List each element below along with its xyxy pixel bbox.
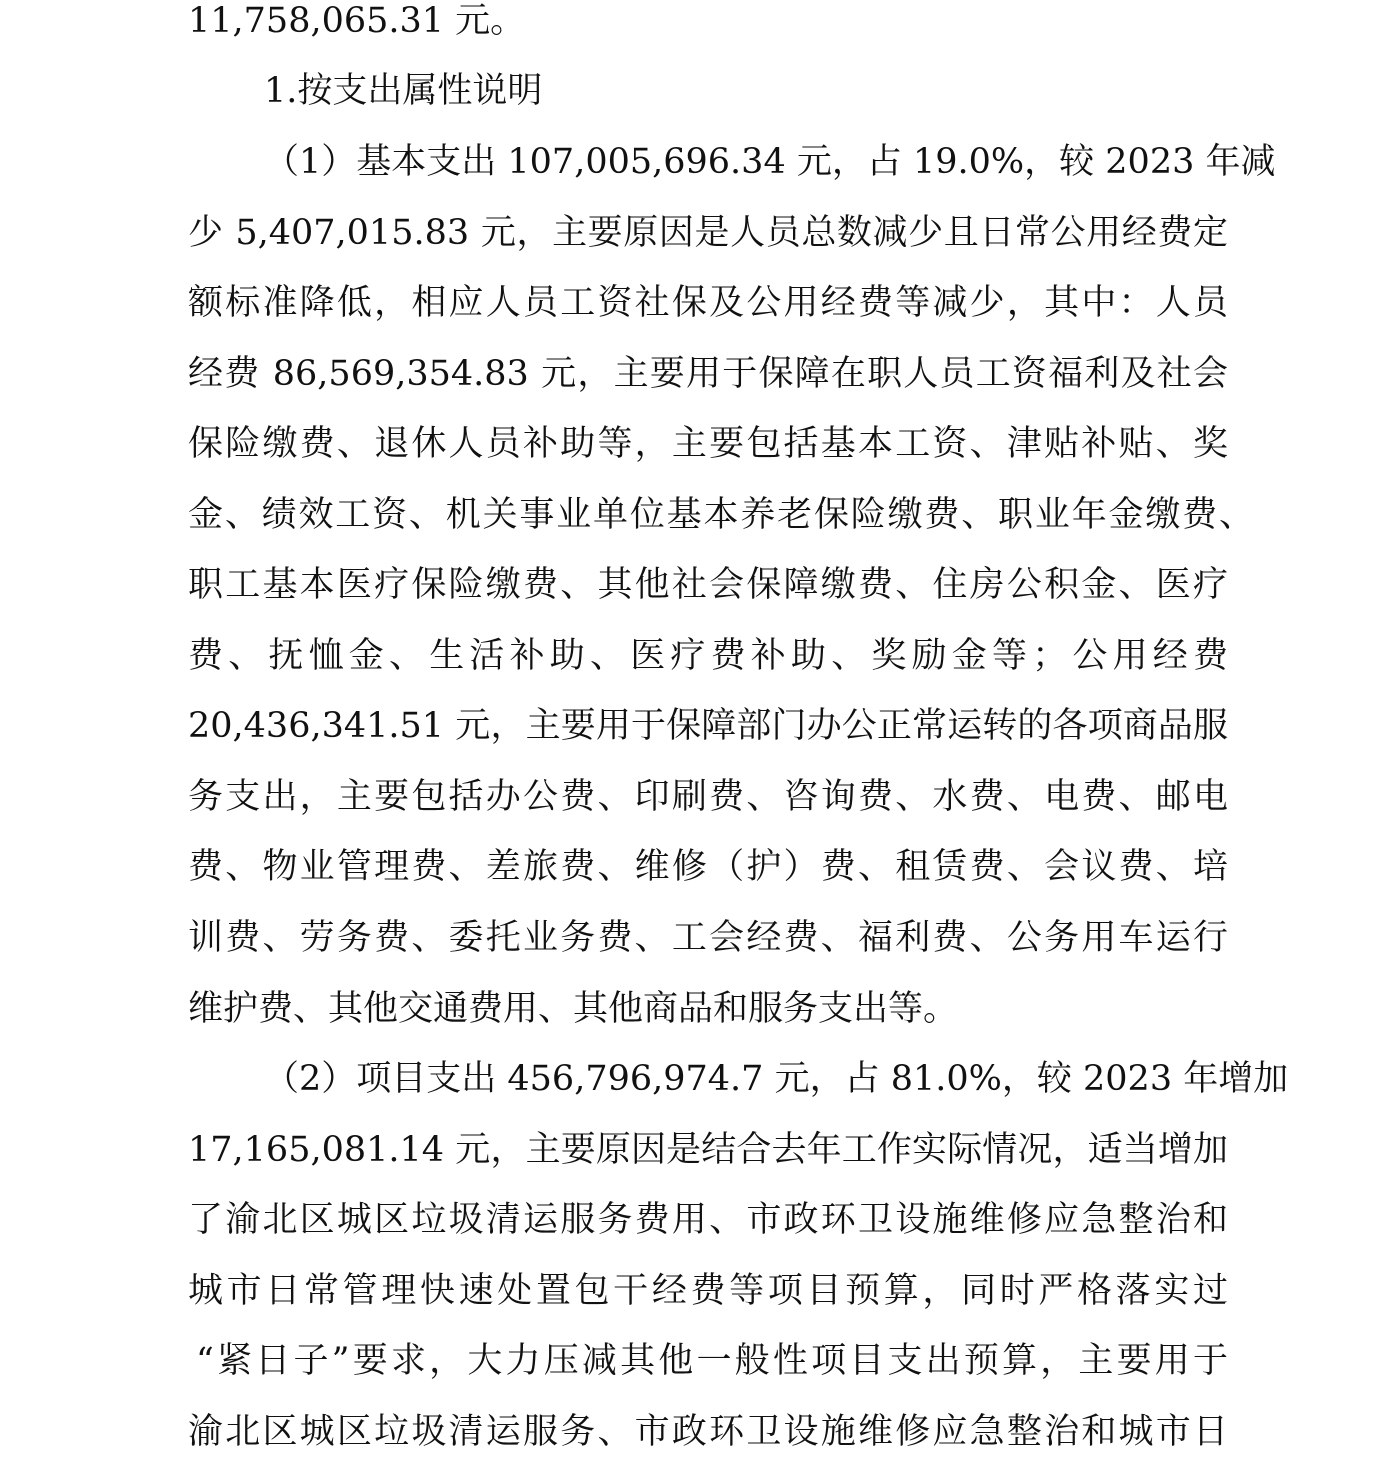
text-line: 务支出，主要包括办公费、印刷费、咨询费、水费、电费、邮电 (188, 777, 1228, 817)
text-line: 职工基本医疗保险缴费、其他社会保障缴费、住房公积金、医疗 (188, 565, 1228, 605)
text-line: 20,436,341.51 元，主要用于保障部门办公正常运转的各项商品服 (188, 706, 1228, 746)
text-line: 了渝北区城区垃圾清运服务费用、市政环卫设施维修应急整治和 (188, 1200, 1228, 1240)
text-line: 金、绩效工资、机关事业单位基本养老保险缴费、职业年金缴费、 (188, 495, 1254, 535)
text-line: 少 5,407,015.83 元，主要原因是人员总数减少且日常公用经费定 (188, 213, 1228, 253)
text-line: （1）基本支出 107,005,696.34 元，占 19.0%，较 2023 年减 (264, 142, 1276, 182)
text-line: 额标准降低，相应人员工资社保及公用经费等减少，其中：人员 (188, 283, 1228, 323)
text-line: 经费 86,569,354.83 元，主要用于保障在职人员工资福利及社会 (188, 354, 1228, 394)
text-line: 保险缴费、退休人员补助等，主要包括基本工资、津贴补贴、奖 (188, 424, 1228, 464)
section-heading: 1.按支出属性说明 (264, 71, 543, 111)
text-line: 费、物业管理费、差旅费、维修（护）费、租赁费、会议费、培 (188, 847, 1228, 887)
text-line: （2）项目支出 456,796,974.7 元，占 81.0%，较 2023 年增加 (264, 1059, 1289, 1099)
text-line: 费、抚恤金、生活补助、医疗费补助、奖励金等；公用经费 (188, 636, 1228, 676)
text-line: 17,165,081.14 元，主要原因是结合去年工作实际情况，适当增加 (188, 1130, 1228, 1170)
text-line: 维护费、其他交通费用、其他商品和服务支出等。 (188, 989, 959, 1029)
text-line: 渝北区城区垃圾清运服务、市政环卫设施维修应急整治和城市日 (188, 1412, 1228, 1452)
text-line: 训费、劳务费、委托业务费、工会经费、福利费、公务用车运行 (188, 918, 1228, 958)
text-line: “紧日子”要求，大力压减其他一般性项目支出预算，主要用于 (196, 1341, 1228, 1381)
text-line: 11,758,065.31 元。 (188, 1, 526, 41)
text-line: 城市日常管理快速处置包干经费等项目预算，同时严格落实过 (188, 1271, 1228, 1311)
